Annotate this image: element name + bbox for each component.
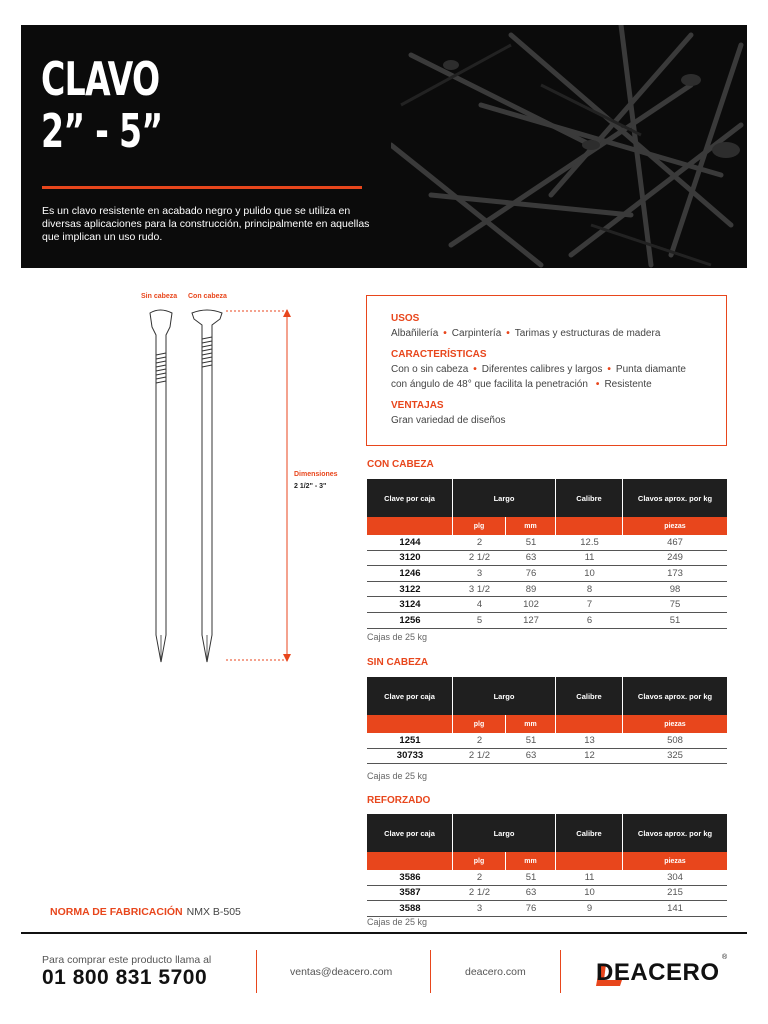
subheader-mm: mm bbox=[506, 517, 556, 535]
table-cell: 51 bbox=[525, 734, 537, 746]
header-clavos: Clavos aprox. por kg bbox=[637, 493, 713, 503]
header-calibre: Calibre bbox=[556, 814, 623, 852]
logo-wordmark: DEACERO bbox=[596, 959, 720, 986]
table-cell: 12.5 bbox=[580, 536, 599, 548]
table-row bbox=[367, 535, 727, 551]
footer-divider bbox=[21, 932, 747, 934]
table-row bbox=[367, 886, 727, 902]
table-cell: 3 bbox=[476, 902, 483, 914]
table-cell: 98 bbox=[669, 583, 681, 595]
table-cell: 10 bbox=[584, 887, 595, 899]
caracteristicas-list: Con o sin cabeza • Diferentes calibres y largos • Punta diamante con ángulo de 48° que facilita la penetración • Resistente bbox=[391, 364, 686, 390]
table-cell: 10 bbox=[584, 567, 595, 579]
table-cell: 1244 bbox=[399, 536, 421, 548]
table-cell: 2 1/2 bbox=[468, 750, 491, 762]
table-title-con-cabeza: CON CABEZA bbox=[367, 459, 434, 470]
table-cell: 2 1/2 bbox=[468, 552, 491, 564]
caracteristicas-section bbox=[391, 349, 726, 392]
website-link[interactable]: deacero.com bbox=[465, 966, 526, 978]
table-cell: 11 bbox=[584, 552, 595, 564]
footer-separator bbox=[256, 950, 257, 993]
table-cell: 2 bbox=[476, 871, 483, 883]
header-largo: Largo bbox=[453, 479, 556, 517]
subheader-piezas: piezas bbox=[664, 720, 686, 728]
subheader-piezas: piezas bbox=[664, 522, 686, 530]
table-cell: 13 bbox=[584, 734, 595, 746]
table-cell: 3 1/2 bbox=[468, 583, 491, 595]
subheader-mm: mm bbox=[506, 852, 556, 870]
ventajas-text: Gran variedad de diseños bbox=[391, 415, 506, 426]
label-con-cabeza: Con cabeza bbox=[188, 293, 227, 300]
norma-fabricacion bbox=[50, 906, 241, 918]
table-cell: 12 bbox=[584, 750, 595, 762]
table-cell: 304 bbox=[667, 871, 683, 883]
table-row bbox=[367, 733, 727, 749]
nails-photo bbox=[391, 25, 747, 268]
carac-item: Diferentes calibres y largos bbox=[481, 364, 603, 375]
table-cell: 6 bbox=[586, 614, 593, 626]
table-row bbox=[367, 582, 727, 598]
table-header bbox=[367, 677, 727, 715]
usos-item: Carpintería bbox=[451, 328, 502, 339]
page-title: CLAVO 2” - 5” bbox=[41, 52, 163, 158]
table-row bbox=[367, 566, 727, 582]
header-largo: Largo bbox=[453, 814, 556, 852]
subheader-plg: plg bbox=[453, 715, 506, 733]
table-row bbox=[367, 597, 727, 613]
table-cell: 76 bbox=[525, 567, 537, 579]
table-cell: 63 bbox=[525, 887, 537, 899]
table-cell: 63 bbox=[525, 750, 537, 762]
table-note: Cajas de 25 kg bbox=[367, 632, 428, 642]
subheader-plg: plg bbox=[453, 852, 506, 870]
table-cell: 51 bbox=[669, 614, 681, 626]
usos-item: Tarimas y estructuras de madera bbox=[514, 328, 661, 339]
subheader-plg: plg bbox=[453, 517, 506, 535]
table-cell: 467 bbox=[667, 536, 683, 548]
usos-title: USOS bbox=[391, 313, 420, 324]
table-cell: 5 bbox=[476, 614, 483, 626]
table-cell: 3587 bbox=[399, 887, 421, 899]
table-cell: 30733 bbox=[396, 750, 424, 762]
table-row bbox=[367, 870, 727, 886]
call-text: Para comprar este producto llama al bbox=[42, 954, 212, 966]
table-cell: 7 bbox=[586, 599, 593, 611]
header-clave: Clave por caja bbox=[367, 479, 453, 517]
table-cell: 3122 bbox=[399, 583, 421, 595]
table-cell: 51 bbox=[525, 536, 537, 548]
table-note: Cajas de 25 kg bbox=[367, 771, 428, 781]
nail-diagram bbox=[130, 285, 360, 665]
subheader-mm: mm bbox=[506, 715, 556, 733]
table-cell: 2 bbox=[476, 734, 483, 746]
header-calibre: Calibre bbox=[556, 479, 623, 517]
norma-label: NORMA DE FABRICACIÓN bbox=[50, 906, 183, 918]
footer-separator bbox=[430, 950, 431, 993]
table-subheader bbox=[367, 852, 727, 870]
table-cell: 3120 bbox=[399, 552, 421, 564]
table-cell: 215 bbox=[667, 887, 683, 899]
table-title-sin-cabeza: SIN CABEZA bbox=[367, 657, 429, 668]
table-cell: 2 1/2 bbox=[468, 887, 491, 899]
table-cell: 173 bbox=[667, 567, 683, 579]
table-cell: 76 bbox=[525, 902, 537, 914]
caracteristicas-title: CARACTERÍSTICAS bbox=[391, 349, 487, 360]
usos-item: Albañilería bbox=[391, 328, 439, 339]
logo-registered: ® bbox=[722, 954, 728, 961]
table-cell: 1256 bbox=[399, 614, 421, 626]
footer-separator bbox=[560, 950, 561, 993]
table-con-cabeza bbox=[367, 479, 727, 629]
table-cell: 51 bbox=[525, 871, 537, 883]
table-cell: 9 bbox=[586, 902, 593, 914]
phone-number[interactable]: 01 800 831 5700 bbox=[42, 966, 208, 989]
header-clavos: Clavos aprox. por kg bbox=[637, 691, 713, 701]
table-row bbox=[367, 613, 727, 629]
table-cell: 127 bbox=[523, 614, 539, 626]
table-reforzado bbox=[367, 814, 727, 917]
ventajas-title: VENTAJAS bbox=[391, 400, 444, 411]
carac-item: Resistente bbox=[604, 379, 652, 390]
table-header bbox=[367, 814, 727, 852]
table-cell: 89 bbox=[525, 583, 537, 595]
table-cell: 11 bbox=[584, 871, 595, 883]
table-cell: 8 bbox=[586, 583, 593, 595]
table-note: Cajas de 25 kg bbox=[367, 917, 428, 927]
table-cell: 249 bbox=[667, 552, 683, 564]
table-cell: 2 bbox=[476, 536, 483, 548]
carac-item: Con o sin cabeza bbox=[391, 364, 469, 375]
table-subheader bbox=[367, 715, 727, 733]
norma-value: NMX B-505 bbox=[186, 906, 241, 918]
hero-banner bbox=[21, 25, 747, 268]
table-cell: 325 bbox=[667, 750, 683, 762]
ventajas-section bbox=[391, 400, 726, 428]
dimensions-value: 2 1/2" - 3" bbox=[294, 483, 327, 490]
carac-item: con ángulo de 48° que facilita la penetración bbox=[391, 379, 588, 390]
header-clavos: Clavos aprox. por kg bbox=[637, 828, 713, 838]
table-cell: 3588 bbox=[399, 902, 421, 914]
table-title-reforzado: REFORZADO bbox=[367, 795, 431, 806]
table-cell: 1251 bbox=[399, 734, 421, 746]
product-description: Es un clavo resistente en acabado negro y pulido que se utiliza en diversas aplicaciones para la construcción, principalmente en aquellas que implican un uso rudo. bbox=[42, 205, 370, 243]
table-cell: 3 bbox=[476, 567, 483, 579]
carac-item: Punta diamante bbox=[615, 364, 686, 375]
table-cell: 141 bbox=[667, 902, 683, 914]
table-cell: 1246 bbox=[399, 567, 421, 579]
table-cell: 508 bbox=[667, 734, 683, 746]
table-cell: 75 bbox=[669, 599, 681, 611]
table-header bbox=[367, 479, 727, 517]
table-cell: 3586 bbox=[399, 871, 421, 883]
header-clave: Clave por caja bbox=[367, 677, 453, 715]
usos-section bbox=[391, 313, 726, 341]
info-box bbox=[366, 295, 727, 446]
table-row bbox=[367, 901, 727, 917]
header-clave: Clave por caja bbox=[367, 814, 453, 852]
usos-list: Albañilería • Carpintería • Tarimas y estructuras de madera bbox=[391, 328, 661, 339]
table-cell: 63 bbox=[525, 552, 537, 564]
table-row bbox=[367, 749, 727, 765]
table-sin-cabeza bbox=[367, 677, 727, 764]
table-cell: 3124 bbox=[399, 599, 421, 611]
table-row bbox=[367, 551, 727, 567]
deacero-logo bbox=[592, 950, 730, 990]
table-cell: 102 bbox=[523, 599, 539, 611]
email-link[interactable]: ventas@deacero.com bbox=[290, 966, 393, 978]
table-subheader bbox=[367, 517, 727, 535]
table-cell: 4 bbox=[476, 599, 483, 611]
dimensions-label: Dimensiones bbox=[294, 471, 338, 478]
label-sin-cabeza: Sin cabeza bbox=[141, 293, 178, 300]
header-largo: Largo bbox=[453, 677, 556, 715]
header-calibre: Calibre bbox=[556, 677, 623, 715]
subheader-piezas: piezas bbox=[664, 857, 686, 865]
title-divider bbox=[42, 186, 362, 189]
